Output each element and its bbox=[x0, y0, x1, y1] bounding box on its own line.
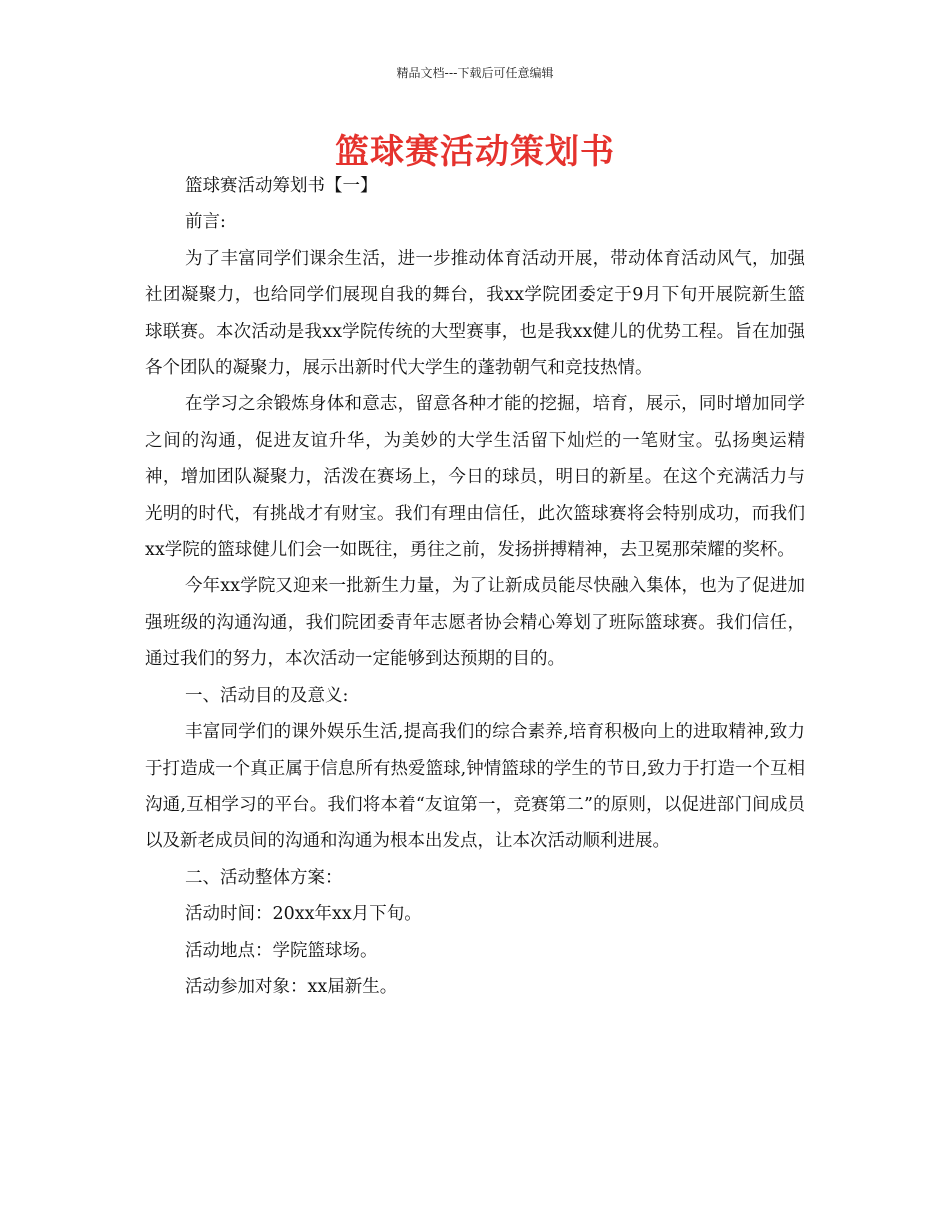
document-title: 篮球赛活动策划书 bbox=[335, 132, 615, 172]
subtitle-line: 篮球赛活动筹划书【一】 bbox=[185, 176, 378, 196]
plan-participants: 活动参加对象：xx届新生。 bbox=[185, 976, 398, 997]
paragraph-spirit: 在学习之余锻炼身体和意志，留意各种才能的挖掘，培育，展示，同时增加同学之间的沟通，促进友谊升华，为美妙的大学生活留下灿烂的一笔财宝。弘扬奥运精神，增加团队凝聚力，活泼在赛场上，今日的球员，明日的新星。在这个充满活力与光明的时代，有挑战才有财宝。我们有理由信任，此次篮球赛将会特别成功，而我们xx学院的篮球健儿们会一如既往，勇往之前，发扬拼搏精神，去卫冕那荣耀的奖杯。 bbox=[145, 394, 805, 561]
plan-time: 活动时间：20xx年xx月下旬。 bbox=[185, 904, 422, 925]
paragraph-purpose: 丰富同学们的课外娱乐生活,提高我们的综合素养,培育积极向上的进取精神,致力于打造成一个真正属于信息所有热爱篮球,钟情篮球的学生的节日,致力于打造一个互相沟通,互相学习的平台。我们将本着“友谊第一，竞赛第二”的原则，以促进部门间成员以及新老成员间的沟通和沟通为根本出发点，让本次活动顺利进展。 bbox=[145, 722, 805, 852]
page-header: 精品文档---下载后可任意编辑 bbox=[396, 66, 554, 80]
section-heading-plan: 二、活动整体方案： bbox=[185, 867, 343, 888]
paragraph-newcomers: 今年xx学院又迎来一批新生力量，为了让新成员能尽快融入集体，也为了促进加强班级的沟通沟通，我们院团委青年志愿者协会精心筹划了班际篮球赛。我们信任，通过我们的努力，本次活动一定能够到达预期的目的。 bbox=[145, 576, 805, 670]
plan-location: 活动地点：学院篮球场。 bbox=[185, 940, 378, 961]
document-body bbox=[145, 168, 805, 1005]
section-heading-purpose: 一、活动目的及意义: bbox=[185, 685, 349, 706]
paragraph-intro: 为了丰富同学们课余生活，进一步推动体育活动开展，带动体育活动风气，加强社团凝聚力，也给同学们展现自我的舞台，我xx学院团委定于9月下旬开展院新生篮球联赛。本次活动是我xx学院传统的大型赛事，也是我xx健儿的优势工程。旨在加强各个团队的凝聚力，展示出新时代大学生的蓬勃朝气和竞技热情。 bbox=[145, 248, 805, 379]
preface-heading: 前言: bbox=[185, 212, 226, 233]
